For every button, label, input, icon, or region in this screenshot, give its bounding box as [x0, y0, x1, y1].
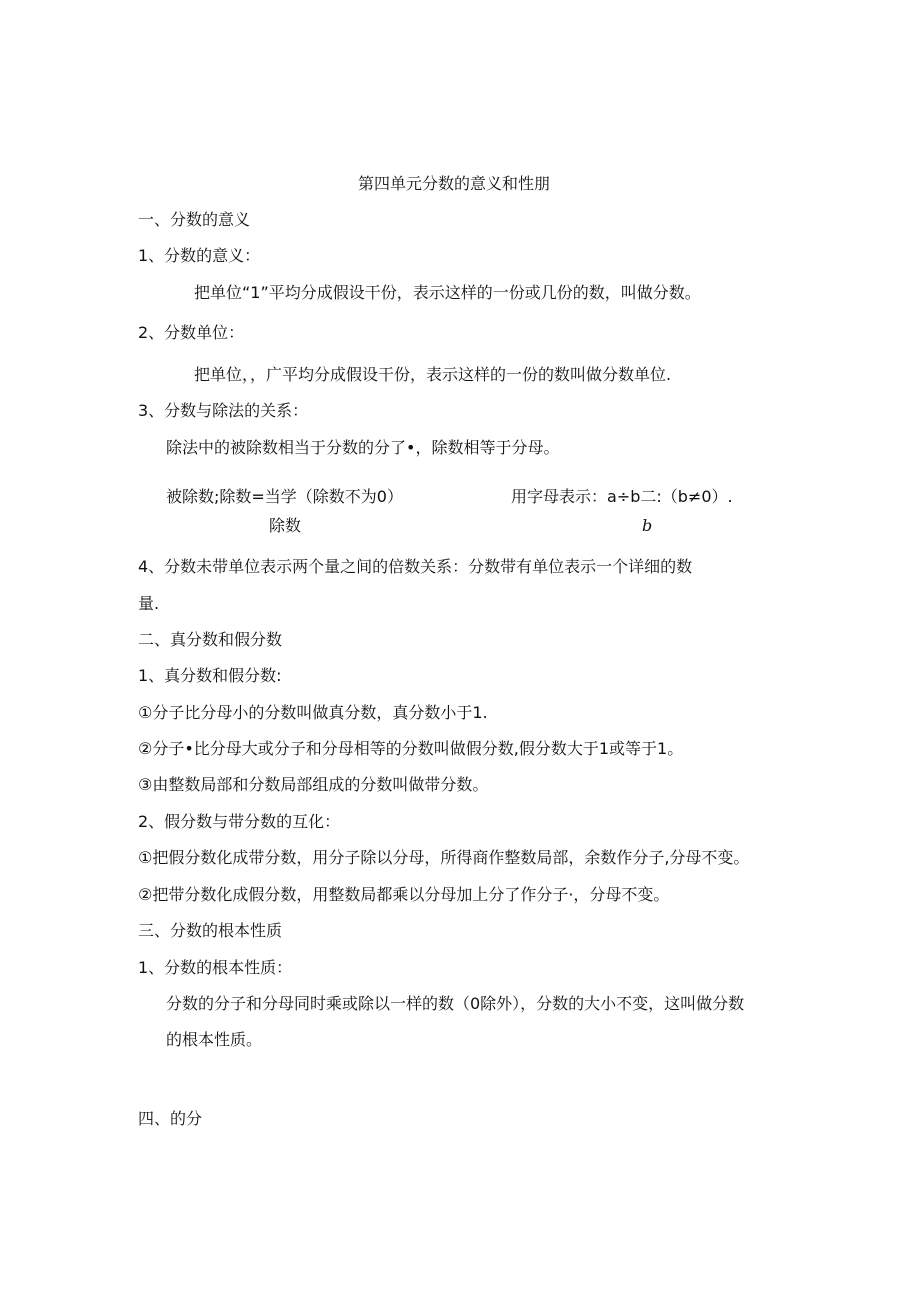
section-heading-4: 四、的分	[138, 1109, 203, 1128]
section-2-point-1: ①分子比分母小的分数叫做真分数，真分数小于1.	[138, 703, 488, 722]
item-4-line-1: 4、分数未带单位表示两个量之间的倍数关系：分数带有单位表示一个详细的数	[138, 557, 693, 576]
formula-left: 被除数;除数=当学（除数不为0）	[166, 487, 403, 506]
formula-right-denominator: b	[642, 516, 653, 535]
section-3-body-line-2: 的根本性质。	[166, 1030, 263, 1049]
item-4-line-2: 量.	[138, 594, 160, 613]
item-heading-1: 1、分数的意义：	[138, 246, 261, 265]
section-2-conversion-1: ①把假分数化成带分数，用分子除以分母，所得商作整数局部，余数作分子,分母不变。	[138, 848, 750, 867]
document-title: 第四单元分数的意义和性朋	[358, 174, 551, 193]
item-body-3: 除法中的被除数相当于分数的分了•，除数相等于分母。	[166, 438, 560, 457]
item-body-1: 把单位“1”平均分成假设干份，表示这样的一份或几份的数，叫做分数。	[194, 283, 701, 302]
section-2-item-heading-2: 2、假分数与带分数的互化：	[138, 812, 341, 831]
section-3-item-heading-1: 1、分数的根本性质：	[138, 958, 293, 977]
section-2-item-heading-1: 1、真分数和假分数:	[138, 666, 282, 685]
section-2-conversion-2: ②把带分数化成假分数，用整数局都乘以分母加上分了作分子·，分母不变。	[138, 885, 670, 904]
item-heading-2: 2、分数单位：	[138, 323, 245, 342]
section-heading-3: 三、分数的根本性质	[138, 921, 283, 940]
formula-right: 用字母表示：a÷b二:（b≠0）.	[511, 487, 733, 506]
section-heading-1: 一、分数的意义	[138, 210, 251, 229]
section-2-point-2: ②分子•比分母大或分子和分母相等的分数叫做假分数,假分数大于1或等于1。	[138, 739, 684, 758]
section-heading-2: 二、真分数和假分数	[138, 630, 283, 649]
formula-left-denominator: 除数	[269, 516, 302, 535]
item-heading-3: 3、分数与除法的关系：	[138, 401, 309, 420]
item-body-2: 把单位，，广平均分成假设干份，表示这样的一份的数叫做分数单位.	[194, 365, 672, 384]
section-3-body-line-1: 分数的分子和分母同时乘或除以一样的数（0除外），分数的大小不变，这叫做分数	[166, 994, 745, 1013]
section-2-point-3: ③由整数局部和分数局部组成的分数叫做带分数。	[138, 775, 489, 794]
